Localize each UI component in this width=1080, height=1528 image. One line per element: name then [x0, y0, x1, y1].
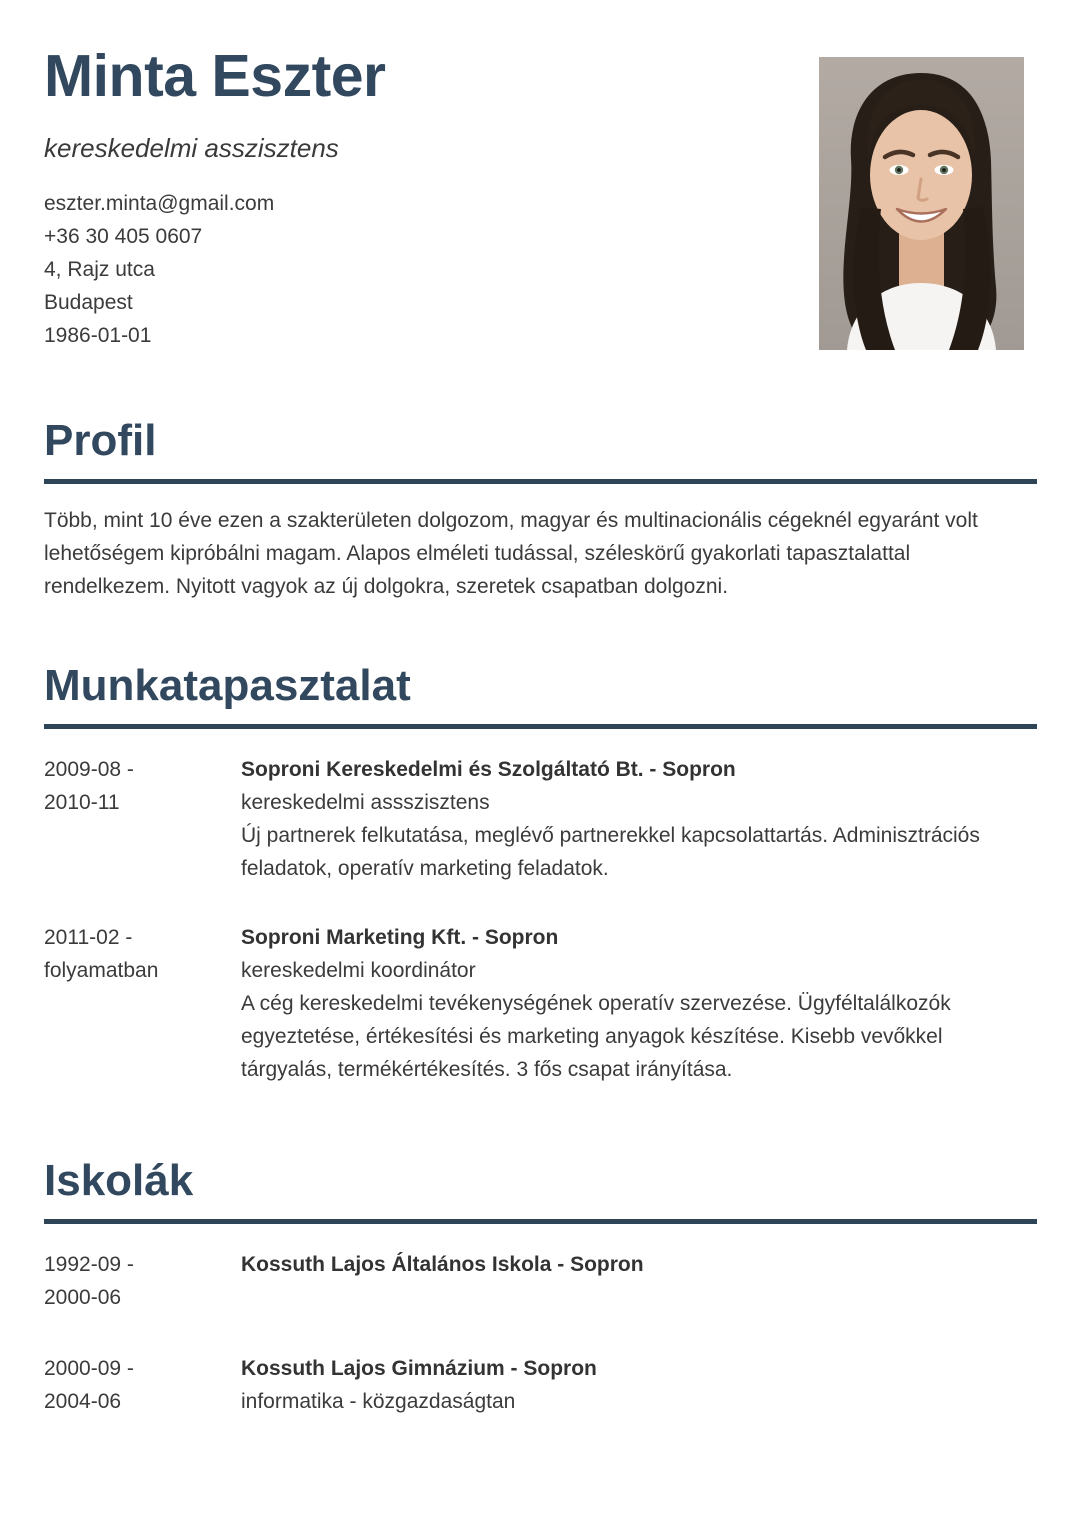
entry-details — [241, 1352, 1037, 1418]
school-name: Kossuth Lajos Gimnázium - Sopron — [241, 1356, 597, 1380]
section-divider — [44, 724, 1037, 729]
section-divider — [44, 1219, 1037, 1224]
portrait-photo-illustration — [819, 57, 1024, 350]
job-role: kereskedelmi assszisztens — [241, 790, 490, 814]
job-description: Új partnerek felkutatása, meglévő partnerekkel kapcsolattartás. Adminisztrációs feladatok, operatív marketing feladatok. — [241, 823, 980, 880]
entry-date-range — [44, 921, 241, 1086]
experience-entry — [44, 921, 1037, 1086]
entry-date-range — [44, 1352, 241, 1418]
experience-entries — [44, 753, 1037, 1086]
entry-date-to: 2000-06 — [44, 1285, 122, 1309]
entry-details — [241, 1248, 1037, 1314]
section-education — [44, 1154, 1037, 1418]
section-profile — [44, 414, 1037, 603]
education-entry — [44, 1352, 1037, 1418]
cv-header — [44, 44, 1037, 352]
entry-date-from: 2000-09 - — [44, 1356, 134, 1380]
entry-details — [241, 753, 1037, 885]
entry-date-range — [44, 1248, 241, 1314]
profile-text: Több, mint 10 éve ezen a szakterületen dolgozom, magyar és multinacionális cégeknél egyaránt volt lehetőségem kipróbálni magam. Alapos elméleti tudással, széleskörű gyakorlati tapasztalattal rendelkezem. Nyitott vagyok az új dolgokra, szeretek csapatban dolgozni. — [44, 508, 978, 598]
person-name: Minta Eszter — [44, 43, 386, 109]
entry-date-to: folyamatban — [44, 958, 159, 982]
section-title-education: Iskolák — [44, 1155, 194, 1205]
section-title-experience: Munkatapasztalat — [44, 660, 411, 710]
entry-date-from: 2011-02 - — [44, 925, 133, 949]
job-description: A cég kereskedelmi tevékenységének operatív szervezése. Ügyféltalálkozók egyeztetése, értékesítési és marketing anyagok készítése. Kisebb vevőkkel tárgyalás, termékértékesítés. 3 fős csapat irányítása. — [241, 991, 951, 1081]
entry-details — [241, 921, 1037, 1086]
profile-photo — [819, 57, 1024, 350]
contact-phone: +36 30 405 0607 — [44, 224, 203, 248]
contact-address: 4, Rajz utca — [44, 257, 155, 281]
entry-date-to: 2010-11 — [44, 790, 120, 814]
education-entries — [44, 1248, 1037, 1418]
entry-date-range — [44, 753, 241, 885]
section-divider — [44, 479, 1037, 484]
job-role: kereskedelmi koordinátor — [241, 958, 476, 982]
contact-city: Budapest — [44, 290, 133, 314]
education-entry — [44, 1248, 1037, 1314]
section-experience — [44, 659, 1037, 1086]
employer-name: Soproni Marketing Kft. - Sopron — [241, 925, 559, 949]
section-title-profile: Profil — [44, 415, 157, 465]
entry-date-to: 2004-06 — [44, 1389, 122, 1413]
entry-date-from: 1992-09 - — [44, 1252, 134, 1276]
contact-email: eszter.minta@gmail.com — [44, 191, 275, 215]
study-major: informatika - közgazdaságtan — [241, 1389, 516, 1413]
school-name: Kossuth Lajos Általános Iskola - Sopron — [241, 1252, 644, 1276]
job-title: kereskedelmi asszisztens — [44, 132, 339, 163]
entry-date-from: 2009-08 - — [44, 757, 134, 781]
employer-name: Soproni Kereskedelmi és Szolgáltató Bt. - Sopron — [241, 757, 736, 781]
experience-entry — [44, 753, 1037, 885]
contact-birthdate: 1986-01-01 — [44, 323, 152, 347]
